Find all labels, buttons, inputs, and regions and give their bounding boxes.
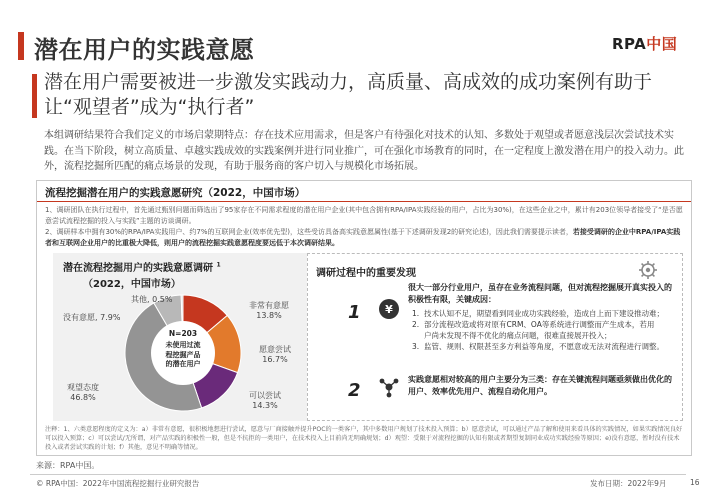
findings-panel [307,253,683,421]
slice-label-no-willingness: 没有意愿, 7.9% [63,313,121,322]
intro-paragraph: 本组调研结果符合我们定义的市场启蒙期特点：存在技术应用需求，但是客户有待强化对技术的认知、多数处于观望或者愿意浅层次尝试技术实践。在当下阶段，树立高质量、卓越实践成效的实践案例并进行同业推广，可在强化市场教育的同时，在一定程度上激发潜在用户的投入动力。此外，流程挖掘所匹配的痛点场景的发现，有助于服务商的客户切入与规模化市场拓展。 [44,130,684,172]
chart-title-sup: 1 [216,261,221,269]
research-card [36,180,692,456]
network-icon [378,376,400,398]
note-2 [45,227,685,249]
page-title: 潜在用户的实践意愿 [34,36,255,64]
finding-1-list [412,308,680,352]
note-1: 1、调研团队在执行过程中，首先通过甄别问题而筛选出了95家存在不同需求程度的潜在用户企业(其中包含拥有RPA/IPA实践经验的用户，占比为30%)，在这些企业之中，累计有203位领导者接受了“是否愿意尝试流程挖掘的投入与实践”主题的访谈调研。 [45,206,683,225]
gear-icon [638,260,658,280]
title-accent-bar [18,32,24,60]
slice-label-wait-and-see: 观望态度 46.8% [67,383,99,402]
slice-label-can-try: 可以尝试 14.3% [249,391,281,410]
chart-subtitle: （2022，中国市场） [83,279,181,290]
finding-1-item-2: 2. 部分流程改造或将对原有CRM、OA等系统进行调整而产生成本，若用 [412,320,655,329]
pie-center-text: 未使用过流程挖掘产品的潜在用户 [165,341,201,368]
logo-main: RPA [612,35,647,53]
chart-title-text: 潜在流程挖掘用户的实践意愿调研 [63,263,213,274]
source-note: 来源：RPA中国。 [36,461,100,470]
finding-2-number: 2 [348,380,361,401]
card-title-divider [37,201,691,202]
footer-divider [30,474,686,475]
money-gear-icon [378,298,400,320]
slice-label-very-willing: 非常有意愿 13.8% [249,301,289,320]
finding-1-lead: 很大一部分行业用户，虽存在业务流程问题，但对流程挖掘展开真实投入的积极性有限，关键成因： [408,283,672,304]
card-title: 流程挖掘潜在用户的实践意愿研究（2022，中国市场） [45,187,306,199]
finding-1-item-2-cont: 户尚未发现不得不优化的痛点问题，很难直接展开投入； [424,331,612,340]
brand-logo [612,33,677,54]
footer-copyright: © RPA中国：2022年中国流程挖掘行业研究报告 [36,479,200,488]
slice-label-other: 其他, 0.5% [131,295,173,304]
findings-title: 调研过程中的重要发现 [316,268,416,279]
page-number: 16 [690,478,700,487]
footer-date: 发布日期：2022年9月 [590,479,667,488]
page-subtitle: 潜在用户需要被进一步激发实践动力，高质量、高成效的成功案例有助于让“观望者”成为“执行者” [44,71,653,118]
logo-accent: 中国 [646,35,678,53]
svg-text:¥: ¥ [385,303,393,316]
chart-panel [53,253,315,421]
pie-center-n: N=203 [168,329,198,338]
finding-2-text: 实践意愿相对较高的用户主要分为三类：存在关键流程问题亟须做出优化的用户、效率优先用户、流程自动化用户。 [408,375,672,396]
footnote: 注释：1、六类意愿程度的定义为：a）非常有意愿，很积极地想进行尝试，愿意与厂商接触并提升POC的一类客户，其中多数用户规划了技术投入预算；b）愿意尝试，可以通过产品了解和使用来看具体的实践情况，如果实践情况良好可以投入预算；c）可以尝试/无所谓，对产品实践的积极性一般，但是不抗拒的一类用户，在技术投入上目前尚无明确规划；d）观望：受限于对流程挖掘的认知有限或者期望复制同业成功实践经验等原因；e)没有意愿，暂时没有技术投入或者尝试实践的计划；f）其他，意见不明确等情况。 [45,426,683,451]
finding-1-number: 1 [348,302,361,323]
finding-1-item-1: 1. 技术认知不足，期望看到同业成功实践经验，造成自上而下建设推动难； [412,309,664,318]
subtitle-accent-bar [32,74,37,118]
note-2-text: 2、调研样本中拥有30%的RPA/IPA实践用户、约7%的互联网企业(效率优先型)，这些受访具备高实践意愿属性(基于下述调研发现2的研究论述)，因此我们需要提示读者， [45,228,573,236]
slice-label-willing-try: 愿意尝试 16.7% [259,345,291,364]
finding-1-item-3: 3. 监管、规则、权限甚至多方利益等角度，不愿意或无法对流程进行调整。 [412,342,664,351]
note-2-bold: 若接受调研的企业中RPA/IPA实践者和互联网企业用户的比重极大降低，则用户的流程挖掘实践意愿程度要远低于本次调研结果。 [45,228,681,247]
